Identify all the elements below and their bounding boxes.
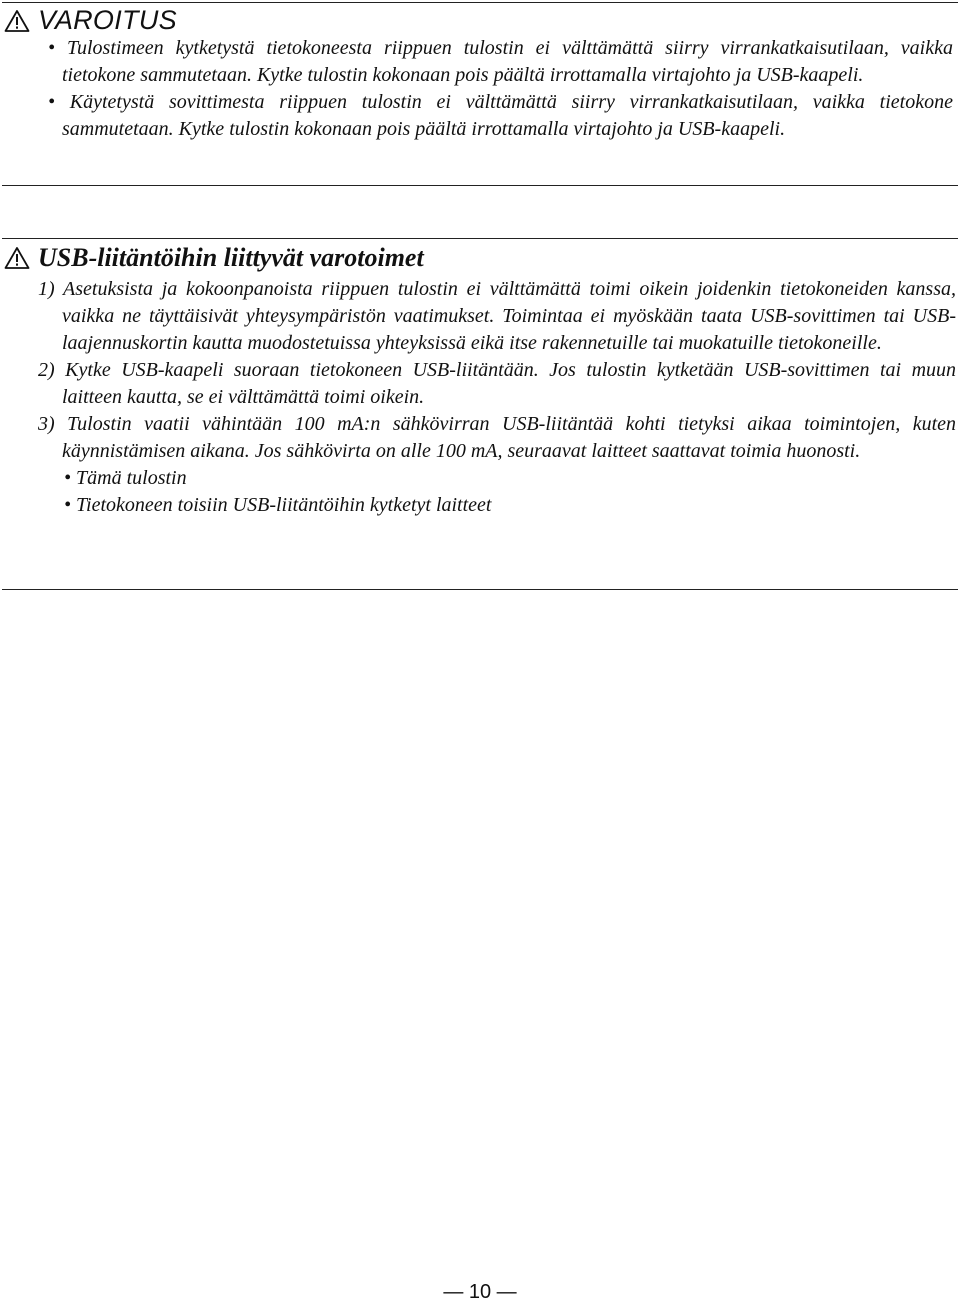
list-item-number: 3): [38, 413, 55, 435]
varoitus-list: [48, 35, 953, 143]
usb-heading: [4, 243, 424, 273]
list-item-text: Asetuksista ja kokoonpanoista riippuen tulostin ei välttämättä toimi oikein joidenkin tietokoneiden kanssa, vaikka ne täyttäisivät yhteysympäristön vaatimukset. Toimintaa ei myöskään taata USB-sovittimen tai USB-laajennuskortin kautta muodostetuissa yhteyksissä eikä itse rakennetuille tai muokatuille tietokoneille.: [62, 278, 956, 354]
list-item-number: 1): [38, 278, 55, 300]
varoitus-heading: [4, 5, 177, 36]
list-item: [38, 357, 956, 411]
list-item-text: Tulostimeen kytketystä tietokoneesta riippuen tulostin ei välttämättä siirry virrankatkaisutilaan, vaikka tietokone sammutetaan. Kytke tulostin kokonaan pois päältä irrottamalla virtajohto ja USB-kaapeli.: [62, 37, 953, 86]
list-item-text: Kytke USB-kaapeli suoraan tietokoneen USB-liitäntään. Jos tulostin kytketään USB-sovittimen tai muun laitteen kautta, se ei välttämättä toimi oikein.: [62, 359, 957, 408]
sub-list-item: • Tämä tulostin: [64, 467, 187, 489]
top-divider: [2, 2, 958, 3]
sub-list-item-text: Tietokoneen toisiin USB-liitäntöihin kytketyt laitteet: [76, 494, 492, 516]
warning-triangle-icon: [4, 9, 30, 33]
sub-list-item: • Tietokoneen toisiin USB-liitäntöihin kytketyt laitteet: [64, 494, 492, 516]
list-item-text: Tulostin vaatii vähintään 100 mA:n sähkövirran USB-liitäntää kohti tietyksi aikaa toimintojen, kuten käynnistämisen aikana. Jos sähkövirta on alle 100 mA, seuraavat laitteet saattavat toimia huonosti.: [62, 413, 956, 462]
warning-triangle-icon: [4, 246, 30, 270]
usb-title: USB-liitäntöihin liittyvät varotoimet: [38, 243, 424, 272]
sub-list-item-text: Tämä tulostin: [76, 467, 187, 489]
list-item: [38, 276, 956, 357]
section-divider: [2, 589, 958, 590]
page-number: — 10 —: [443, 1281, 517, 1303]
list-item: • Tulostimeen kytketystä tietokoneesta riippuen tulostin ei välttämättä siirry virrankatkaisutilaan, vaikka tietokone sammutetaan. Kytke tulostin kokonaan pois päältä irrottamalla virtajohto ja USB-kaapeli.: [48, 37, 953, 86]
list-item-number: 2): [38, 359, 55, 381]
section-divider: [2, 185, 958, 186]
section-divider: [2, 238, 958, 239]
list-item-text: Käytetystä sovittimesta riippuen tulostin ei välttämättä siirry virrankatkaisutilaan, vaikka tietokone sammutetaan. Kytke tulostin kokonaan pois päältä irrottamalla virtajohto ja USB-kaapeli.: [62, 91, 953, 140]
usb-list: [38, 276, 956, 519]
list-item: • Käytetystä sovittimesta riippuen tulostin ei välttämättä siirry virrankatkaisutilaan, vaikka tietokone sammutetaan. Kytke tulostin kokonaan pois päältä irrottamalla virtajohto ja USB-kaapeli.: [48, 91, 953, 140]
list-item: [38, 411, 956, 465]
varoitus-title: VAROITUS: [38, 5, 177, 35]
